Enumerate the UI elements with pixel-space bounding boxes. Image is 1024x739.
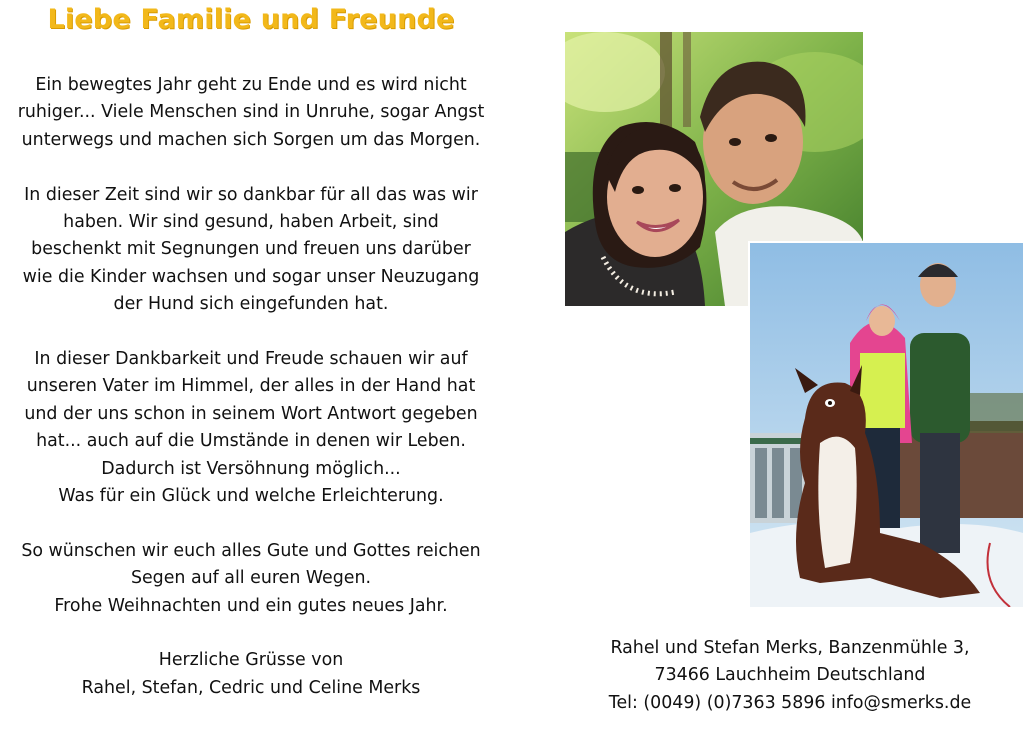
photo-family-image	[750, 243, 1023, 607]
text-line: So wünschen wir euch alles Gute und Gottes reichen	[21, 540, 481, 561]
contact-block	[560, 635, 1020, 717]
letter-body	[0, 72, 502, 702]
text-line: In dieser Dankbarkeit und Freude schauen wir auf	[34, 349, 468, 370]
text-line: Frohe Weihnachten und ein gutes neues Jahr.	[54, 595, 448, 616]
paragraph-1	[0, 72, 502, 154]
paragraph-2	[0, 182, 502, 319]
text-line: haben. Wir sind gesund, haben Arbeit, sind	[63, 212, 439, 233]
contact-city: 73466 Lauchheim Deutschland	[654, 665, 926, 686]
page-title: Liebe Familie und Freunde	[47, 4, 455, 35]
paragraph-4	[0, 538, 502, 620]
closing	[0, 647, 502, 702]
paragraph-3	[0, 346, 502, 510]
photo-family	[748, 241, 1023, 607]
text-line: ruhiger... Viele Menschen sind in Unruhe, sogar Angst	[17, 102, 485, 123]
text-line: der Hund sich eingefunden hat.	[113, 294, 389, 315]
contact-address: Rahel und Stefan Merks, Banzenmühle 3,	[610, 638, 970, 658]
contact-phone-email: Tel: (0049) (0)7363 5896 info@smerks.de	[608, 692, 972, 713]
text-line: unseren Vater im Himmel, der alles in der Hand hat	[26, 376, 476, 397]
text-line: Dadurch ist Versöhnung möglich...	[101, 458, 401, 479]
text-line: beschenkt mit Segnungen und freuen uns darüber	[31, 239, 471, 260]
text-line: Ein bewegtes Jahr geht zu Ende und es wird nicht	[35, 75, 467, 95]
text-line: wie die Kinder wachsen und sogar unser Neuzugang	[22, 266, 480, 287]
text-line: In dieser Zeit sind wir so dankbar für all das was wir	[24, 184, 478, 205]
text-line: hat... auch auf die Umstände in denen wir Leben.	[36, 431, 466, 452]
signature-names: Rahel, Stefan, Cedric und Celine Merks	[81, 677, 421, 698]
text-line: Was für ein Glück und welche Erleichterung.	[58, 486, 444, 507]
text-line: Segen auf all euren Wegen.	[130, 568, 372, 589]
text-line: unterwegs und machen sich Sorgen um das Morgen.	[21, 129, 481, 150]
text-line: Herzliche Grüsse von	[158, 650, 344, 671]
text-line: und der uns schon in seinem Wort Antwort gegeben	[24, 403, 478, 424]
